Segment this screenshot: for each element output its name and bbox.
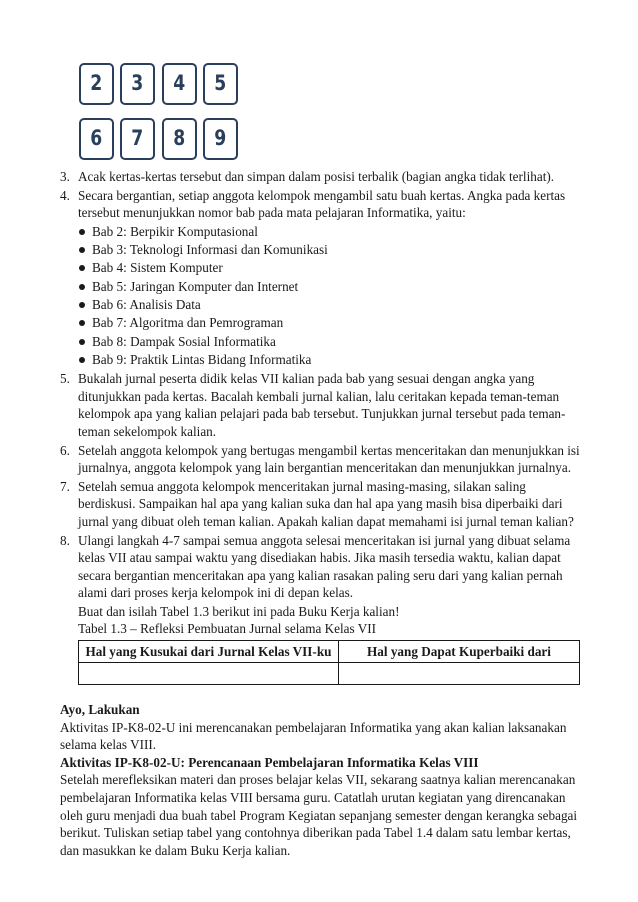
steps-list xyxy=(60,168,580,602)
number-card xyxy=(120,63,155,105)
table-header-row xyxy=(79,641,580,663)
chapter-label: Bab 9: Praktik Lintas Bidang Informatika xyxy=(92,351,312,367)
step-text: Secara bergantian, setiap anggota kelompok mengambil satu buah kertas. Angka pada kertas tersebut menunjukkan nomor bab pada mata pelajaran Informatika, yaitu: xyxy=(78,187,566,221)
bullet-icon xyxy=(79,229,85,235)
chapter-item xyxy=(78,314,580,332)
table-row xyxy=(79,663,580,685)
chapter-label: Bab 3: Teknologi Informasi dan Komunikasi xyxy=(92,242,328,258)
step-number: 4. xyxy=(60,187,70,203)
card-number: 9 xyxy=(214,126,227,151)
bullet-icon xyxy=(79,320,85,326)
bullet-icon xyxy=(79,302,85,308)
step-text: Setelah anggota kelompok yang bertugas mengambil kertas menceritakan dan menunjukkan isi jurnalnya, anggota kelompok yang lain bergantian menceritakan dan menunjukkan jurnalnya. xyxy=(78,442,580,476)
reflection-table xyxy=(78,640,580,685)
chapter-item xyxy=(78,259,580,277)
ayo-section xyxy=(60,701,580,859)
chapter-label: Bab 4: Sistem Komputer xyxy=(92,260,223,276)
number-card xyxy=(79,118,114,160)
number-card xyxy=(162,63,197,105)
card-number: 5 xyxy=(214,71,227,96)
card-number: 7 xyxy=(131,126,144,151)
card-number: 6 xyxy=(90,126,103,151)
step-number: 5. xyxy=(60,371,70,387)
chapter-label: Bab 7: Algoritma dan Pemrograman xyxy=(92,315,284,331)
step-text: Setelah semua anggota kelompok menceritakan jurnal masing-masing, silakan saling berdiskusi. Sampaikan hal apa yang kalian suka dan hal apa yang masih bisa diperbaiki dari jurnal yang dibuat oleh teman kalian. Apakah kalian dapat memahami isi jurnal teman kalian? xyxy=(78,478,574,529)
chapter-label: Bab 8: Dampak Sosial Informatika xyxy=(92,333,276,349)
chapter-item xyxy=(78,278,580,296)
instruction-text: Buat dan isilah Tabel 1.3 berikut ini pada Buku Kerja kalian! xyxy=(78,603,400,619)
document-body xyxy=(60,168,580,859)
table-header: Hal yang Dapat Kuperbaiki dari xyxy=(339,641,580,663)
activity-text: Setelah merefleksikan materi dan proses belajar kelas VII, sekarang saatnya kalian merencanakan pembelajaran Informatika kelas VIII bersama guru. Catatlah urutan kegiatan yang direncanakan oleh guru menjadi dua buah tabel Program Kegiatan sepanjang semester dengan kerangka sebagai berikut. Tuliskan setiap tabel yang contohnya diberikan pada Tabel 1.4 dalam satu lembar kertas, dan masukkan ke dalam Buku Kerja kalian. xyxy=(60,772,578,858)
card-number: 2 xyxy=(90,71,103,96)
chapter-item xyxy=(78,333,580,351)
section-heading: Ayo, Lakukan xyxy=(60,702,140,718)
chapter-item xyxy=(78,296,580,314)
card-number: 3 xyxy=(131,71,144,96)
step-item xyxy=(60,187,580,370)
step-number: 7. xyxy=(60,478,70,494)
number-card xyxy=(203,118,238,160)
step-number: 8. xyxy=(60,532,70,548)
step-item xyxy=(60,478,580,531)
number-card xyxy=(120,118,155,160)
number-card xyxy=(79,63,114,105)
chapter-list xyxy=(78,223,580,369)
card-number: 4 xyxy=(173,71,186,96)
step-text: Ulangi langkah 4-7 sampai semua anggota selesai menceritakan isi jurnal yang dibuat selama kelas VII atau sampai waktu yang disediakan habis. Jika masih tersedia waktu, kalian dapat secara bergantian menceritakan apa yang kalian rasakan paling seru dari yang kalian pernah alami dari proses kerja kelompok ini di depan kelas. xyxy=(78,532,571,601)
step-item xyxy=(60,442,580,477)
chapter-item xyxy=(78,241,580,259)
bullet-icon xyxy=(79,265,85,271)
chapter-label: Bab 5: Jaringan Komputer dan Internet xyxy=(92,278,299,294)
step-text: Acak kertas-kertas tersebut dan simpan dalam posisi terbalik (bagian angka tidak terlihat). xyxy=(78,169,555,184)
bullet-icon xyxy=(79,284,85,290)
step-item xyxy=(60,532,580,602)
activity-heading: Aktivitas IP-K8-02-U: Perencanaan Pembelajaran Informatika Kelas VIII xyxy=(60,754,479,770)
bullet-icon xyxy=(79,357,85,363)
chapter-label: Bab 6: Analisis Data xyxy=(92,296,201,312)
number-card xyxy=(162,118,197,160)
step-item xyxy=(60,168,580,186)
table-cell xyxy=(339,663,580,685)
chapter-item xyxy=(78,351,580,369)
step-item xyxy=(60,370,580,440)
step-text: Bukalah jurnal peserta didik kelas VII kalian pada bab yang sesuai dengan angka yang ditunjukkan pada kertas. Bacalah kembali jurnal kalian, lalu ceritakan kepada teman-teman kelompok apa yang kalian pelajari pada bab tersebut. Tunjukkan jurnal tersebut pada teman-teman sekelompok kalian. xyxy=(78,371,566,439)
chapter-item xyxy=(78,223,580,241)
bullet-icon xyxy=(79,339,85,345)
card-number: 8 xyxy=(173,126,186,151)
step-number: 3. xyxy=(60,169,70,184)
section-text: Aktivitas IP-K8-02-U ini merencanakan pembelajaran Informatika yang akan kalian laksanakan selama kelas VIII. xyxy=(60,719,567,753)
table-cell xyxy=(79,663,339,685)
number-card xyxy=(203,63,238,105)
table-header: Hal yang Kusukai dari Jurnal Kelas VII-ku xyxy=(79,641,339,663)
chapter-label: Bab 2: Berpikir Komputasional xyxy=(92,223,258,239)
step-number: 6. xyxy=(60,442,70,458)
bullet-icon xyxy=(79,247,85,253)
table-caption: Tabel 1.3 – Refleksi Pembuatan Jurnal selama Kelas VII xyxy=(78,621,377,637)
